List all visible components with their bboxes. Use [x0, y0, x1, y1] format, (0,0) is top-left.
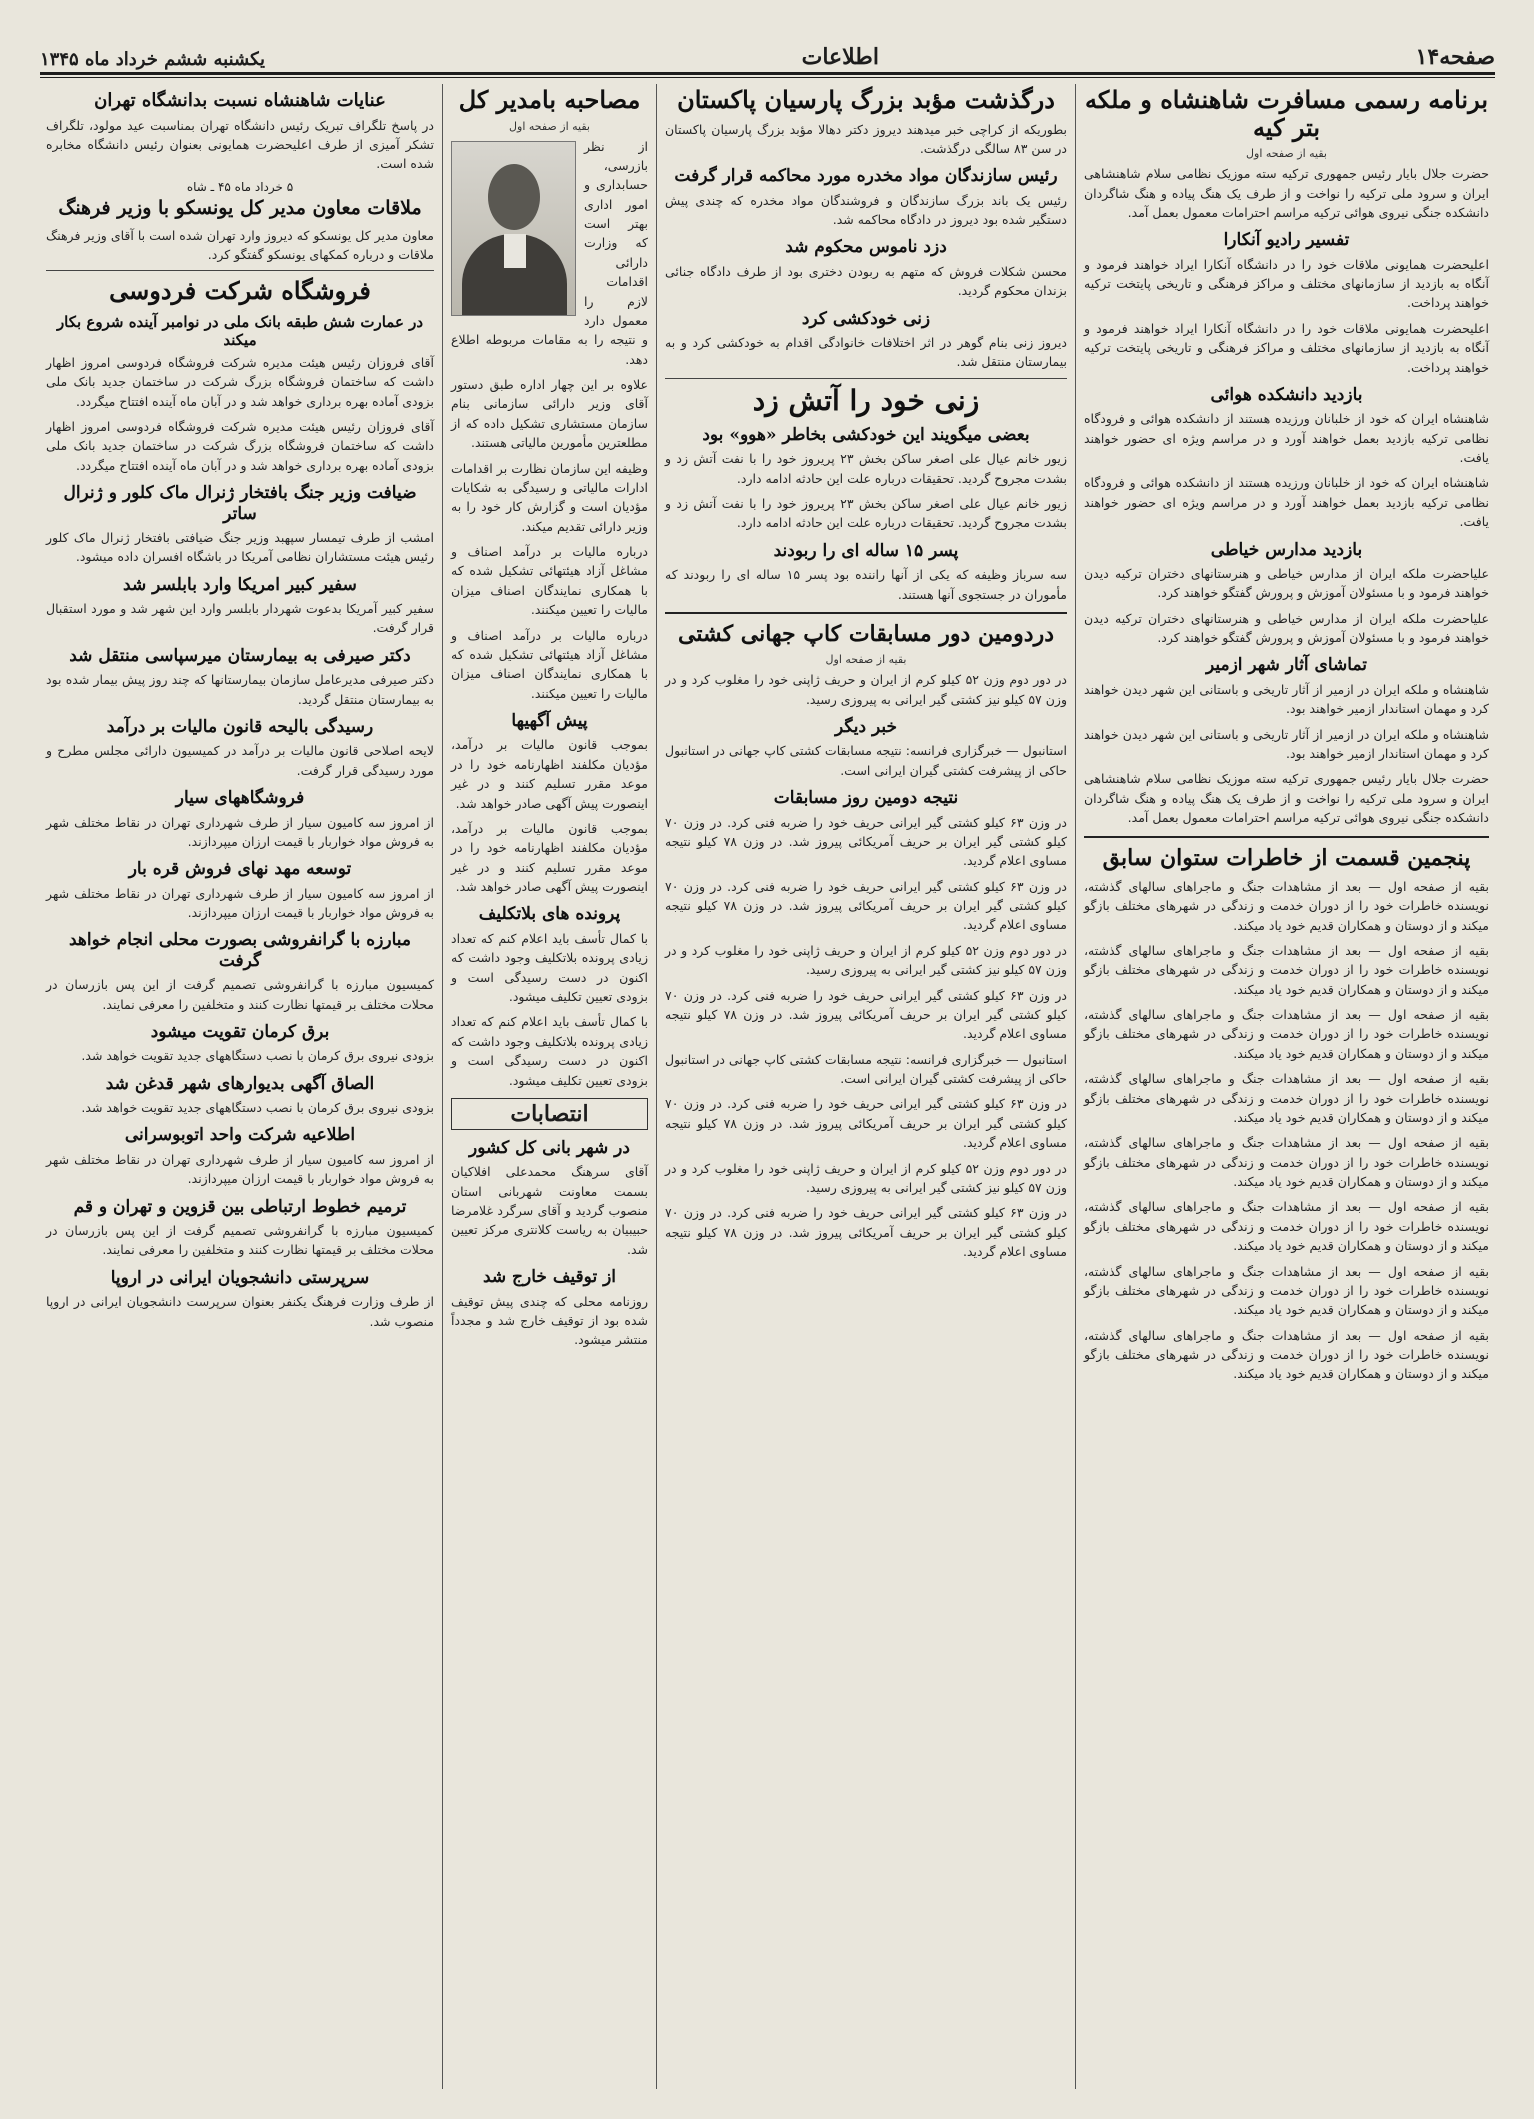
headline-university: عنایات شاهنشاه نسبت بدانشگاه تهران [94, 90, 386, 111]
article-text: زیور خانم عیال علی اصغر ساکن بخش ۲۳ پریروز خود را با نفت آتش زد و بشدت مجروح گردید. تحقیقات درباره علت این حادثه ادامه دارد. [665, 451, 1068, 486]
article-text: بموجب قانون مالیات بر درآمد، مؤدیان مکلفند اظهارنامه خود را در موعد مقرر تسلیم کنند و در غیر اینصورت پیش آگهی صادر خواهد شد. [451, 737, 648, 811]
subheading: رسیدگی بالیحه قانون مالیات بر درآمد [106, 716, 374, 737]
article-text: درباره مالیات بر درآمد اصناف و مشاغل آزاد هیئتهائی تشکیل شده که با همکاری نمایندگان اصناف میزان مالیات را تعیین میکنند. [451, 627, 648, 701]
article-text: در وزن ۶۳ کیلو کشتی گیر ایرانی حریف خود را ضربه فنی کرد. در وزن ۷۰ کیلو کشتی گیر ایران بر حریف آمریکائی پیروز شد. در وزن ۷۸ کیلو نتیجه مساوی اعلام گردید. [665, 814, 1067, 869]
article-text: وظیفه این سازمان نظارت بر اقدامات ادارات مالیاتی و رسیدگی به شکایات مؤدیان است و گزارش کار خود را به وزیر دارائی تقدیم میکند. [451, 460, 648, 534]
article-text: شاهنشاه ایران که خود از خلبانان ورزیده هستند از دانشکده هوائی و فرودگاه نظامی ترکیه بازدید بعمل خواهند آورد و در مراسم ویژه ای حضور خواهند یافت. [1084, 475, 1489, 530]
subheading: ضیافت وزیر جنگ بافتخار ژنرال ماک کلور و ژنرال ساتر [63, 483, 417, 524]
subheading: سفیر کبیر امریکا وارد بابلسر شد [123, 574, 357, 595]
article-text: آقای سرهنگ محمدعلی افلاکیان بسمت معاونت شهربانی استان منصوب گردید و آقای سرگرد غلامرضا حبیبیان به ریاست کلانتری مرکز تعیین شد. [451, 1164, 648, 1257]
divider [46, 270, 434, 271]
article-text: کمیسیون مبارزه با گرانفروشی تصمیم گرفت از این پس بازرسان در محلات مختلف بر قیمتها نظارت کنند و متخلفین را معرفی نمایند. [46, 1222, 434, 1258]
subheading: فروشگاههای سیار [175, 788, 305, 809]
subheading: دکتر صیرفی به بیمارستان میرسپاسی منتقل شد [69, 645, 411, 666]
continued-note: بقیه از صفحه اول [509, 119, 590, 133]
article-text: در پاسخ تلگراف تبریک رئیس دانشگاه تهران بمناسبت عید مولود، تلگراف تشکر آمیزی از طرف اعلیحضرت همایونی بعنوان رئیس دانشگاه مخابره شده است. [46, 117, 434, 172]
article-text: دکتر صیرفی مدیرعامل سازمان بیمارستانها که چند روز پیش بیمار شده بود به بیمارستان منتقل گردید. [46, 672, 434, 707]
article-text: با کمال تأسف باید اعلام کنم که تعداد زیادی پرونده بلاتکلیف وجود داشت که اکنون در دست رسیدگی است و بزودی تعیین تکلیف میشود. [451, 1014, 648, 1088]
subheading: در عمارت شش طبقه بانک ملی در نوامبر آینده شروع بکار میکند [56, 312, 424, 349]
divider [1084, 836, 1489, 838]
article-text: از امروز سه کامیون سیار از طرف شهرداری تهران در نقاط مختلف شهر به فروش مواد خواربار با قیمت ارزان میپردازند. [46, 814, 434, 849]
masthead [40, 30, 1495, 70]
article-text: بزودی نیروی برق کرمان با نصب دستگاههای جدید تقویت خواهد شد. [81, 1100, 434, 1116]
article-text: اعلیحضرت همایونی ملاقات خود را در دانشگاه آنکارا ایراد خواهند فرمود و آنگاه به بازدید از سازمانهای مختلف و مراکز فرهنگی و تاریخی پایتخت ترکیه خواهند پرداخت. [1084, 256, 1489, 311]
subheading: دزد ناموس محکوم شد [785, 237, 947, 258]
article-text: شاهنشاه ایران که خود از خلبانان ورزیده هستند از دانشکده هوائی و فرودگاه نظامی ترکیه بازدید بعمل خواهند آورد و در مراسم ویژه ای حضور خواهند یافت. [1084, 411, 1489, 466]
article-text: بموجب قانون مالیات بر درآمد، مؤدیان مکلفند اظهارنامه خود را در موعد مقرر تسلیم کنند و در غیر اینصورت پیش آگهی صادر خواهد شد. [451, 820, 648, 895]
article-text: شاهنشاه و ملکه ایران در ازمیر از آثار تاریخی و باستانی این شهر دیدن خواهند کرد و مهمان استاندار ازمیر خواهند بود. [1084, 681, 1489, 717]
article-text: معاون مدیر کل یونسکو که دیروز وارد تهران شده است با آقای وزیر فرهنگ ملاقات و درباره کمکهای یونسکو گفتگو کرد. [46, 227, 434, 262]
subheading: سرپرستی دانشجویان ایرانی در اروپا [110, 1267, 370, 1288]
continued-note: بقیه از صفحه اول [825, 653, 907, 667]
article-text: بقیه از صفحه اول — بعد از مشاهدات جنگ و ماجراهای سالهای گذشته، نویسنده خاطرات خود را از دوران خدمت و زندگی در شهرهای مختلف بازگو میکند و از دوستان و همکاران قدیم خود یاد میکند. [1084, 1263, 1489, 1318]
article-text: دیروز زنی بنام گوهر در اثر اختلافات خانوادگی اقدام به خودکشی کرد و به بیمارستان منتقل شد. [665, 335, 1067, 370]
subheading: پسر ۱۵ ساله ای را ربودند [773, 540, 959, 561]
article-text: استانبول — خبرگزاری فرانسه: نتیجه مسابقات کشتی کاپ جهانی در استانبول حاکی از پیشرفت کشتی گیران ایرانی است. [665, 743, 1067, 778]
article-text: علاوه بر این چهار اداره طبق دستور آقای وزیر دارائی سازمانی بنام سازمان مستشاری تشکیل داده که از مطلعترین مأمورین مالیاتی هستند. [451, 377, 648, 451]
headline-royal-trip: برنامه رسمی مسافرت شاهنشاه و ملکه بتر کیه [1084, 85, 1488, 142]
subheading: تماشای آثار شهر ازمیر [1205, 655, 1368, 676]
article-text: در دور دوم وزن ۵۲ کیلو کرم از ایران و حریف ژاپنی خود را مغلوب کرد و در وزن ۵۷ کیلو نیز کشتی گیر ایرانی به پیروزی رسید. [665, 1160, 1068, 1195]
article-text: از امروز سه کامیون سیار از طرف شهرداری تهران در نقاط مختلف شهر به فروش مواد خواربار با قیمت ارزان میپردازند. [46, 1151, 434, 1187]
article-text: در دور دوم وزن ۵۲ کیلو کرم از ایران و حریف ژاپنی خود را مغلوب کرد و در وزن ۵۷ کیلو نیز کشتی گیر ایرانی به پیروزی رسید. [665, 942, 1068, 978]
subheading: از توقیف خارج شد [482, 1267, 617, 1288]
article-text: کمیسیون مبارزه با گرانفروشی تصمیم گرفت از این پس بازرسان در محلات مختلف بر قیمتها نظارت کنند و متخلفین را معرفی نمایند. [46, 977, 434, 1012]
divider [665, 612, 1067, 614]
article-text: در وزن ۶۳ کیلو کشتی گیر ایرانی حریف خود را ضربه فنی کرد. در وزن ۷۰ کیلو کشتی گیر ایران بر حریف آمریکائی پیروز شد. در وزن ۷۸ کیلو نتیجه مساوی اعلام گردید. [665, 1205, 1067, 1260]
article-text: در وزن ۶۳ کیلو کشتی گیر ایرانی حریف خود را ضربه فنی کرد. در وزن ۷۰ کیلو کشتی گیر ایران بر حریف آمریکائی پیروز شد. در وزن ۷۸ کیلو نتیجه مساوی اعلام گردید. [665, 878, 1067, 933]
subheading: الصاق آگهی بدیوارهای شهر قدغن شد [105, 1073, 375, 1094]
article-text: حضرت جلال بایار رئیس جمهوری ترکیه سته موزیک نظامی سلام شاهنشاهی ایران و سرود ملی ترکیه را نواخت و از طرف یک هنگ پیاده و هنگ شاگردان دانشکده جنگی نیروی هوائی ترکیه مراسم احترامات معمول بعمل آمد. [1084, 166, 1489, 220]
article-text: در وزن ۶۳ کیلو کشتی گیر ایرانی حریف خود را ضربه فنی کرد. در وزن ۷۰ کیلو کشتی گیر ایران بر حریف آمریکائی پیروز شد. در وزن ۷۸ کیلو نتیجه مساوی اعلام گردید. [665, 987, 1067, 1042]
article-text: استانبول — خبرگزاری فرانسه: نتیجه مسابقات کشتی کاپ جهانی در استانبول حاکی از پیشرفت کشتی گیران ایرانی است. [665, 1051, 1067, 1087]
article-text: بزودی نیروی برق کرمان با نصب دستگاههای جدید تقویت خواهد شد. [81, 1048, 434, 1064]
subheading: تفسیر رادیو آنکارا [1223, 230, 1350, 251]
subheading: پرونده های بلاتکلیف [478, 904, 621, 925]
article-text: با کمال تأسف باید اعلام کنم که تعداد زیادی پرونده بلاتکلیف وجود داشت که اکنون در دست رسیدگی است و بزودی تعیین تکلیف میشود. [451, 930, 648, 1004]
article-text: زیور خانم عیال علی اصغر ساکن بخش ۲۳ پریروز خود را با نفت آتش زد و بشدت مجروح گردید. تحقیقات درباره علت این حادثه ادامه دارد. [665, 496, 1068, 531]
subheading: رئیس سازندگان مواد مخدره مورد محاکمه قرار گرفت [674, 166, 1058, 187]
article-text: اعلیحضرت همایونی ملاقات خود را در دانشگاه آنکارا ایراد خواهند فرمود و آنگاه به بازدید از سازمانهای مختلف و مراکز فرهنگی و تاریخی پایتخت ترکیه خواهند پرداخت. [1084, 320, 1489, 375]
subheading: خبر دیگر [834, 717, 897, 738]
column-briefs [40, 82, 440, 2092]
article-text: لایحه اصلاحی قانون مالیات بر درآمد در کمیسیون دارائی مجلس مطرح و مورد رسیدگی قرار گرفت. [46, 743, 434, 778]
subheading: اطلاعیه شرکت واحد اتوبوسرانی [124, 1125, 356, 1146]
article-text: درباره مالیات بر درآمد اصناف و مشاغل آزاد هیئتهائی تشکیل شده که با همکاری نمایندگان اصناف میزان مالیات را تعیین میکنند. [451, 544, 648, 618]
article-text: سه سرباز وظیفه که یکی از آنها راننده بود پسر ۱۵ ساله ای را ربودند که مأموران در جستجوی آنها هستند. [665, 567, 1067, 602]
headline-interview: مصاحبه بامدیر کل [458, 85, 641, 114]
column-divider [1075, 84, 1076, 2089]
article-text: بقیه از صفحه اول — بعد از مشاهدات جنگ و ماجراهای سالهای گذشته، نویسنده خاطرات خود را از دوران خدمت و زندگی در شهرهای مختلف بازگو میکند و از دوستان و همکاران قدیم خود یاد میکند. [1084, 1007, 1489, 1061]
subheading: پیش آگهیها [511, 711, 588, 732]
dateline: ۵ خرداد ماه ۴۵ ـ شاه [186, 179, 294, 194]
article-text: در دور دوم وزن ۵۲ کیلو کرم از ایران و حریف ژاپنی خود را مغلوب کرد و در وزن ۵۷ کیلو نیز کشتی گیر ایرانی به پیروزی رسید. [665, 672, 1068, 707]
subheading: در شهر بانی کل کشور [469, 1137, 630, 1158]
appointments-box: انتصابات [451, 1098, 648, 1130]
article-text: آقای فروزان رئیس هیئت مدیره شرکت فروشگاه فردوسی امروز اظهار داشت که ساختمان فروشگاه بزرگ شرکت در ساختمان جدید بانک ملی بزودی آماده بهره برداری خواهد شد و در آبان ماه آینده افتتاح میگردد. [46, 354, 434, 409]
headline-woman-fire: زنی خود را آتش زد [752, 383, 980, 417]
article-text: علیاحضرت ملکه ایران از مدارس خیاطی و هنرستانهای دختران ترکیه دیدن خواهند فرمود و با مسئولان آموزش و پرورش گفتگو خواهند کرد. [1084, 565, 1489, 601]
column-turkey-trip [1078, 82, 1495, 2092]
subheading: بازدید دانشکده هوائی [1210, 384, 1363, 405]
headline-unesco: ملاقات معاون مدیر کل یونسکو با وزیر فرهنگ [58, 196, 422, 219]
subheading: بازدید مدارس خیاطی [1210, 539, 1363, 560]
article-text: در وزن ۶۳ کیلو کشتی گیر ایرانی حریف خود را ضربه فنی کرد. در وزن ۷۰ کیلو کشتی گیر ایران بر حریف آمریکائی پیروز شد. در وزن ۷۸ کیلو نتیجه مساوی اعلام گردید. [665, 1096, 1067, 1151]
subheading: مبارزه با گرانفروشی بصورت محلی انجام خواهد گرفت [68, 930, 412, 971]
headline-memoirs: پنجمین قسمت از خاطرات ستوان سابق [1102, 844, 1471, 871]
article-text: رئیس یک باند بزرگ سازندگان و فروشندگان مواد مخدره که چندی پیش دستگیر شده بود دیروز در دادگاه محاکمه شد. [665, 192, 1067, 228]
article-text: بقیه از صفحه اول — بعد از مشاهدات جنگ و ماجراهای سالهای گذشته، نویسنده خاطرات خود را از دوران خدمت و زندگی در شهرهای مختلف بازگو میکند و از دوستان و همکاران قدیم خود یاد میکند. [1084, 1071, 1489, 1125]
column-divider [656, 84, 657, 2089]
paper-name: اطلاعات [801, 44, 879, 70]
headline-wrestling: دردومین دور مسابقات کاپ جهانی کشتی [678, 620, 1054, 647]
headline-ferdowsi-store: فروشگاه شرکت فردوسی [109, 276, 371, 306]
portrait-photo [451, 141, 576, 316]
page-number: صفحه۱۴ [1415, 44, 1495, 70]
subheading: ترمیم خطوط ارتباطی بین قزوین و تهران و قم [73, 1196, 407, 1217]
column-divider [442, 84, 443, 2089]
article-text: آقای فروزان رئیس هیئت مدیره شرکت فروشگاه فردوسی امروز اظهار داشت که ساختمان فروشگاه بزرگ شرکت در ساختمان جدید بانک ملی بزودی آماده بهره برداری خواهد شد و در آبان ماه آینده افتتاح میگردد. [46, 419, 434, 473]
article-text: از امروز سه کامیون سیار از طرف شهرداری تهران در نقاط مختلف شهر به فروش مواد خواربار با قیمت ارزان میپردازند. [46, 885, 434, 921]
article-text: بطوریکه از کراچی خبر میدهند دیروز دکتر دهالا مؤبد بزرگ پارسیان پاکستان در سن ۸۳ سالگی درگذشت. [665, 121, 1067, 156]
subheading: بعضی میگویند این خودکشی بخاطر «هوو» بود [702, 424, 1030, 445]
article-text: امشب از طرف تیمسار سپهبد وزیر جنگ ضیافتی بافتخار ژنرال ماک کلور رئیس هیئت مستشاران نظامی آمریکا در باشگاه افسران داده میشود. [46, 529, 434, 565]
article-text: از طرف وزارت فرهنگ یکنفر بعنوان سرپرست دانشجویان ایرانی در اروپا منصوب شد. [46, 1294, 434, 1329]
article-text: بقیه از صفحه اول — بعد از مشاهدات جنگ و ماجراهای سالهای گذشته، نویسنده خاطرات خود را از دوران خدمت و زندگی در شهرهای مختلف بازگو میکند و از دوستان و همکاران قدیم خود یاد میکند. [1084, 878, 1489, 933]
divider [665, 378, 1067, 379]
article-text: روزنامه محلی که چندی پیش توقیف شده بود از توقیف خارج شد و مجدداً منتشر میشود. [451, 1293, 648, 1348]
article-text: علیاحضرت ملکه ایران از مدارس خیاطی و هنرستانهای دختران ترکیه دیدن خواهند فرمود و با مسئولان آموزش و پرورش گفتگو خواهند کرد. [1084, 610, 1489, 646]
subheading: برق کرمان تقویت میشود [150, 1021, 330, 1042]
article-text: بقیه از صفحه اول — بعد از مشاهدات جنگ و ماجراهای سالهای گذشته، نویسنده خاطرات خود را از دوران خدمت و زندگی در شهرهای مختلف بازگو میکند و از دوستان و همکاران قدیم خود یاد میکند. [1084, 1135, 1489, 1190]
article-text: بقیه از صفحه اول — بعد از مشاهدات جنگ و ماجراهای سالهای گذشته، نویسنده خاطرات خود را از دوران خدمت و زندگی در شهرهای مختلف بازگو میکند و از دوستان و همکاران قدیم خود یاد میکند. [1084, 1327, 1489, 1382]
article-text: حضرت جلال بایار رئیس جمهوری ترکیه سته موزیک نظامی سلام شاهنشاهی ایران و سرود ملی ترکیه را نواخت و از طرف یک هنگ پیاده و هنگ شاگردان دانشکده جنگی نیروی هوائی ترکیه مراسم احترامات معمول بعمل آمد. [1084, 771, 1489, 826]
issue-date: یکشنبه ششم خرداد ماه ۱۳۴۵ [40, 49, 266, 70]
article-text: محسن شکلات فروش که متهم به ربودن دختری بود از طرف دادگاه جنائی بزندان محکوم گردید. [665, 263, 1067, 299]
article-text: بقیه از صفحه اول — بعد از مشاهدات جنگ و ماجراهای سالهای گذشته، نویسنده خاطرات خود را از دوران خدمت و زندگی در شهرهای مختلف بازگو میکند و از دوستان و همکاران قدیم خود یاد میکند. [1084, 942, 1489, 997]
article-text: از نظر بازرسی، حسابداری و امور اداری بهتر است که وزارت دارائی اقدامات لازم را معمول دارد و نتیجه را به مقامات مربوطه اطلاع دهد. [451, 138, 648, 367]
subheading: زنی خودکشی کرد [801, 308, 931, 329]
headline-pakistan: درگذشت مؤبد بزرگ پارسیان پاکستان [677, 85, 1055, 114]
subheading: نتیجه دومین روز مسابقات [773, 788, 959, 809]
article-text: بقیه از صفحه اول — بعد از مشاهدات جنگ و ماجراهای سالهای گذشته، نویسنده خاطرات خود را از دوران خدمت و زندگی در شهرهای مختلف بازگو میکند و از دوستان و همکاران قدیم خود یاد میکند. [1084, 1199, 1489, 1254]
column-news [659, 82, 1073, 2092]
continued-note: بقیه از صفحه اول [1246, 147, 1327, 161]
column-interview [445, 82, 654, 2092]
article-text: سفیر کبیر آمریکا بدعوت شهردار بابلسر وارد این شهر شد و مورد استقبال قرار گرفت. [46, 601, 434, 636]
article-text: شاهنشاه و ملکه ایران در ازمیر از آثار تاریخی و باستانی این شهر دیدن خواهند کرد و مهمان استاندار ازمیر خواهند بود. [1084, 726, 1489, 761]
masthead-rule [40, 72, 1495, 78]
subheading: توسعه مهد نهای فروش قره بار [128, 859, 352, 880]
